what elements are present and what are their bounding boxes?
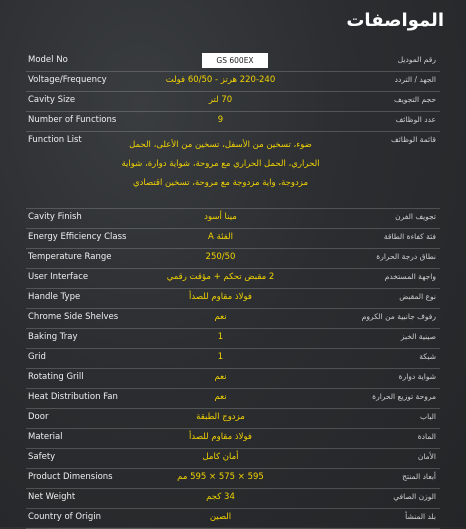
- spec-value: فولاذ مقاوم للصدأ: [189, 432, 252, 442]
- spec-label: Handle Type: [28, 292, 81, 302]
- spec-label: Heat Distribution Fan: [28, 392, 118, 402]
- spec-label-ar: عدد الوظائف: [395, 115, 436, 124]
- spec-value: ضوء، تسخين من الأسفل، تسخين من الأعلى، الحمل الحراري، الحمل الحراري مع مروحة، شواية دوارة، شواية مزدوجة، واية مزدوجة مع مروحة، تسخين اقتصادي: [121, 140, 320, 188]
- spec-value: فولاذ مقاوم للصدأ: [189, 292, 252, 302]
- spec-label: Safety: [28, 452, 56, 462]
- spec-value: الصين: [209, 512, 232, 522]
- spec-value: مينا أسود: [204, 212, 237, 222]
- spec-label-ar: الأمان: [417, 452, 436, 461]
- spec-label-ar: الجهد / التردد: [394, 75, 436, 84]
- spec-row: [26, 112, 440, 132]
- spec-label-ar: تجويف الفرن: [395, 212, 436, 221]
- spec-row: [26, 329, 440, 349]
- spec-label-ar: نطاق درجة الحرارة: [376, 252, 436, 261]
- spec-row: [26, 249, 440, 269]
- spec-row: [26, 469, 440, 489]
- spec-value: نعم: [214, 312, 227, 322]
- spec-label: Product Dimensions: [28, 472, 113, 482]
- spec-label-ar: شبكة: [419, 352, 436, 361]
- spec-row: [26, 389, 440, 409]
- spec-label-ar: صينية الخبز: [400, 332, 436, 341]
- spec-value: 9: [217, 115, 224, 125]
- spec-row: [26, 509, 440, 529]
- spec-label-ar: فئة كفاءة الطاقة: [383, 232, 436, 241]
- spec-value: مزدوج الطبقة: [196, 412, 245, 422]
- spec-row-function-list: [26, 132, 440, 209]
- spec-label: Cavity Size: [28, 95, 76, 105]
- spec-row: [26, 449, 440, 469]
- spec-row-model: [26, 52, 440, 72]
- spec-label: Voltage/Frequency: [28, 75, 107, 85]
- spec-label: Material: [28, 432, 63, 442]
- spec-label-ar: رفوف جانبية من الكروم: [361, 312, 436, 321]
- spec-label-ar: واجهة المستخدم: [384, 272, 436, 281]
- spec-value: أمان كامل: [202, 452, 239, 462]
- spec-value: 1: [217, 332, 224, 342]
- spec-label: Rotating Grill: [28, 372, 84, 382]
- spec-value: نعم: [214, 392, 227, 402]
- spec-row: [26, 289, 440, 309]
- spec-table: [26, 52, 440, 529]
- spec-value: 70 لتر: [208, 95, 233, 105]
- spec-label-ar: أبعاد المنتج: [402, 472, 436, 481]
- spec-row: [26, 269, 440, 289]
- spec-label-ar: مروحة توزيع الحرارة: [372, 392, 436, 401]
- spec-label-ar: نوع المقبض: [399, 292, 436, 301]
- spec-label-ar: الوزن الصافي: [393, 492, 436, 501]
- spec-value: 250/50: [205, 252, 236, 262]
- spec-label: Function List: [28, 135, 82, 145]
- spec-value: نعم: [214, 372, 227, 382]
- spec-row: [26, 229, 440, 249]
- spec-row: [26, 209, 440, 229]
- spec-label-ar: الباب: [420, 412, 436, 421]
- spec-label: Grid: [28, 352, 46, 362]
- spec-row: [26, 489, 440, 509]
- page-title: المواصفات: [346, 10, 444, 31]
- spec-row: [26, 72, 440, 92]
- spec-value: 1: [217, 352, 224, 362]
- spec-label: Country of Origin: [28, 512, 102, 522]
- spec-value: الفئة A: [208, 232, 233, 242]
- spec-label: Net Weight: [28, 492, 76, 502]
- spec-label: Energy Efficiency Class: [28, 232, 127, 242]
- spec-row: [26, 369, 440, 389]
- spec-row: [26, 92, 440, 112]
- spec-label: Baking Tray: [28, 332, 78, 342]
- spec-label: Model No: [28, 55, 68, 65]
- spec-label-ar: شواية دوارة: [398, 372, 436, 381]
- spec-label-ar: بلد المنشأ: [405, 512, 436, 521]
- spec-label-ar: رقم الموديل: [397, 55, 436, 64]
- spec-value: 220-240 هرتز - 60/50 فولت: [165, 75, 276, 85]
- spec-label: Door: [28, 412, 49, 422]
- spec-value: 2 مقبض تحكم + مؤقت رقمي: [166, 272, 275, 282]
- spec-value: 595 × 575 × 595 مم: [177, 472, 264, 482]
- spec-label: Temperature Range: [28, 252, 112, 262]
- spec-label-ar: المادة: [417, 432, 436, 441]
- spec-label: User Interface: [28, 272, 89, 282]
- spec-row: [26, 409, 440, 429]
- spec-value: 34 كجم: [206, 492, 235, 502]
- spec-row: [26, 429, 440, 449]
- spec-label: Chrome Side Shelves: [28, 312, 119, 322]
- spec-label-ar: حجم التجويف: [393, 95, 436, 104]
- spec-label: Cavity Finish: [28, 212, 82, 222]
- model-number-badge: GS 600EX: [202, 53, 268, 68]
- spec-row: [26, 309, 440, 329]
- spec-label: Number of Functions: [28, 115, 117, 125]
- spec-row: [26, 349, 440, 369]
- spec-label-ar: قائمة الوظائف: [390, 135, 436, 144]
